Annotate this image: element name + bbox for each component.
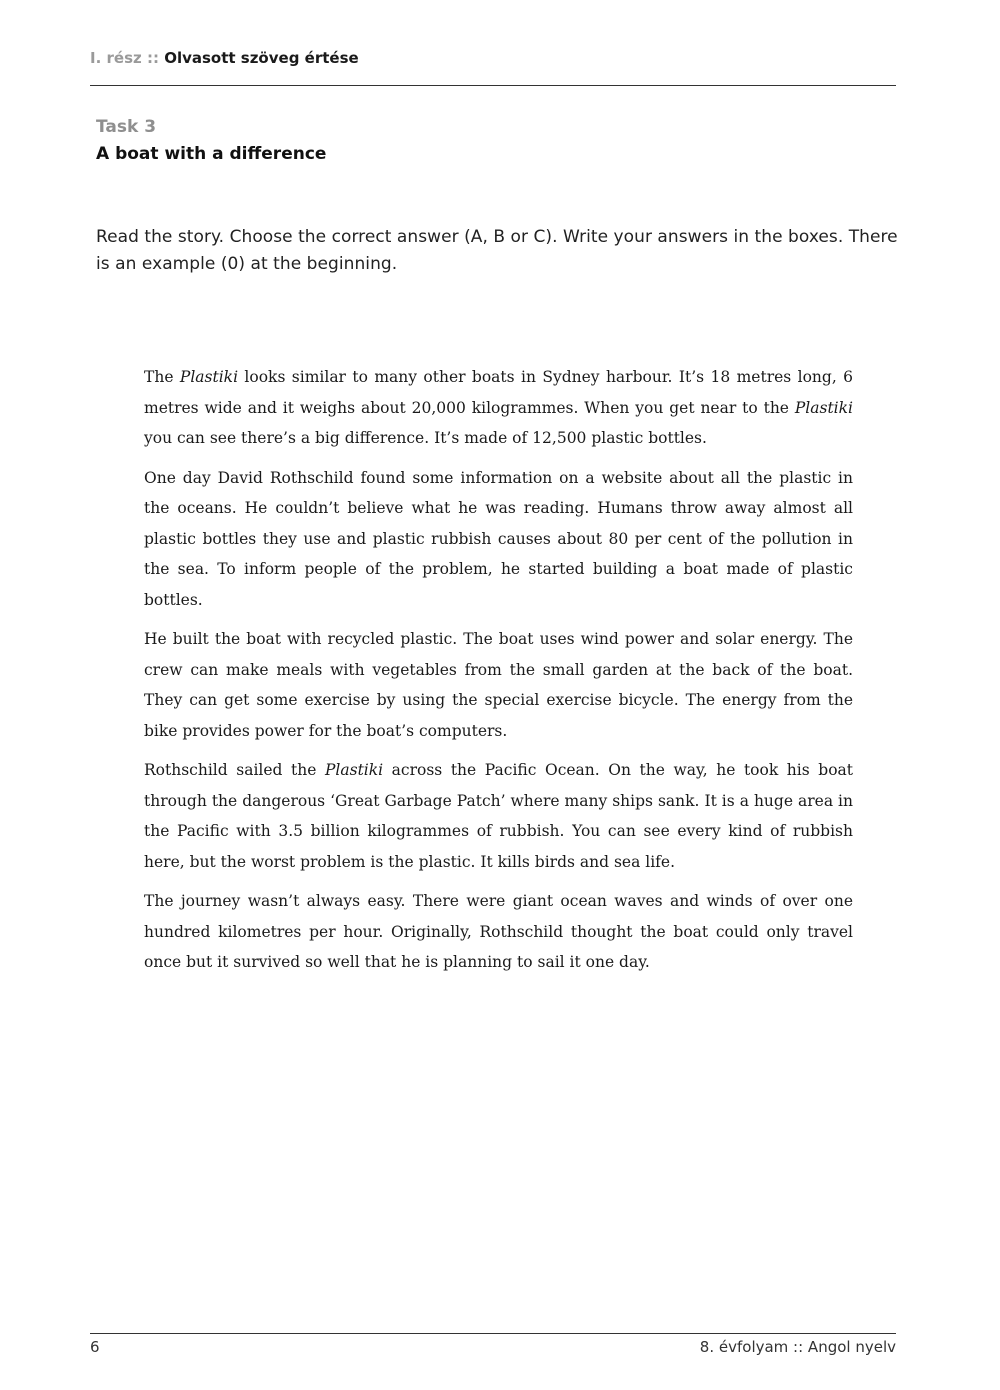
running-header xyxy=(90,49,359,67)
boat-name: Plastiki xyxy=(794,398,853,417)
story-paragraph-5: The journey wasn’t always easy. There were giant ocean waves and winds of over one hundred kilometres per hour. Originally, Rothschild thought the boat could only travel once but it survived so well that he is planning to sail it one day. xyxy=(144,892,853,971)
story-paragraph-4: Rothschild sailed the Plastiki across the Pacific Ocean. On the way, he took his boat through the dangerous ‘Great Garbage Patch’ where many ships sank. It is a huge area in the Pacific with 3.5 billion kilogrammes of rubbish. You can see every kind of rubbish here, but the worst problem is the plastic. It kills birds and sea life. xyxy=(144,761,853,871)
story-text xyxy=(144,362,853,987)
footer-divider xyxy=(90,1333,896,1334)
footer-course: 8. évfolyam :: Angol nyelv xyxy=(699,1338,896,1356)
story-paragraph-1: The Plastiki looks similar to many other boats in Sydney harbour. It’s 18 metres long, 6 metres wide and it weighs about 20,000 kilogrammes. When you get near to the Plastiki you can see there’s a big difference. It’s made of 12,500 plastic bottles. xyxy=(144,368,854,447)
task-instructions: Read the story. Choose the correct answer (A, B or C). Write your answers in the boxes. There is an example (0) at the beginning. xyxy=(96,227,898,274)
boat-name: Plastiki xyxy=(324,761,384,779)
story-paragraph-2: One day David Rothschild found some information on a website about all the plastic in the oceans. He couldn’t believe what he was reading. Humans throw away almost all plastic bottles they use and plastic rubbish causes about 80 per cent of the pollution in the sea. To inform people of the problem, he started building a boat made of plastic bottles. xyxy=(144,468,853,609)
header-separator: :: xyxy=(141,49,165,67)
task-number: Task 3 xyxy=(96,117,157,137)
header-divider xyxy=(90,85,896,86)
header-part: I. rész xyxy=(90,49,142,67)
boat-name: Plastiki xyxy=(179,368,239,386)
story-paragraph-3: He built the boat with recycled plastic. The boat uses wind power and solar energy. The crew can make meals with vegetables from the small garden at the back of the boat. They can get some exercise by using the special exercise bicycle. The energy from the bike provides power for the boat’s computers. xyxy=(144,630,853,740)
page-number: 6 xyxy=(90,1338,100,1356)
header-section: Olvasott szöveg értése xyxy=(164,49,359,67)
task-title: A boat with a difference xyxy=(96,144,327,164)
